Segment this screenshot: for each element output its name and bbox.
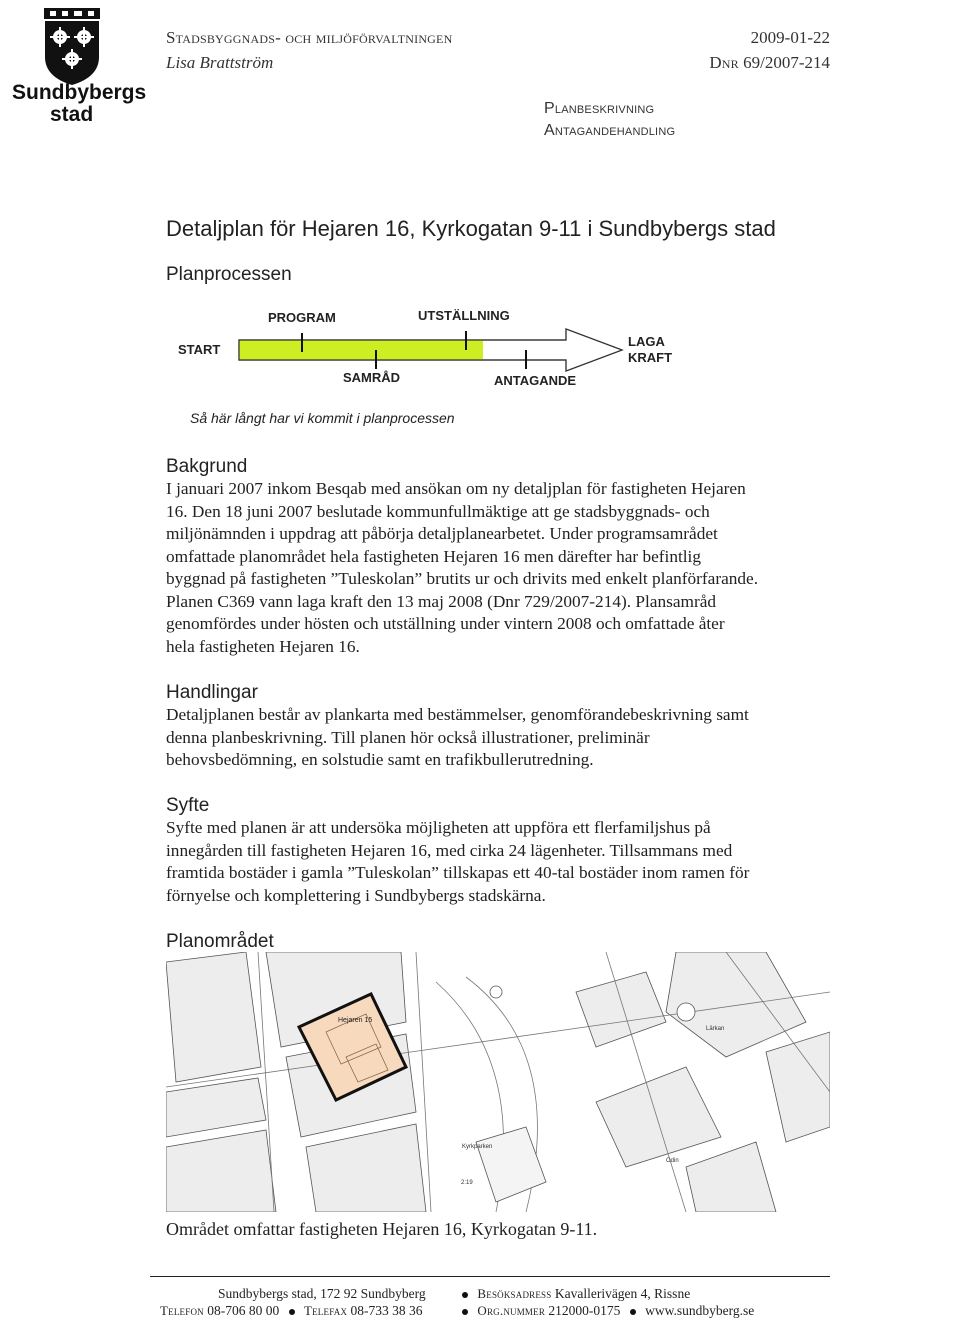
- process-heading: Planprocessen: [166, 264, 292, 285]
- footer-org: [456, 1303, 754, 1319]
- department-name: Stadsbyggnads- och miljöförvaltningen: [166, 28, 453, 47]
- visit-label: Besöksadress: [477, 1286, 552, 1301]
- syfte-line: förnyelse och komplettering i Sundbybergs stadskärna.: [166, 885, 546, 905]
- heading-handlingar: Handlingar: [166, 682, 258, 703]
- logo-text-line2: stad: [50, 103, 94, 126]
- document-date: 2009-01-22: [750, 28, 830, 47]
- map-label-park: Kyrkparken: [462, 1144, 493, 1150]
- process-label-antagande: ANTAGANDE: [494, 373, 577, 388]
- bakgrund-line: I januari 2007 inkom Besqab med ansökan om ny detaljplan för fastigheten Hejaren: [166, 479, 746, 498]
- doc-type-line2: Antagandehandling: [544, 122, 676, 139]
- bakgrund-line: genomfördes under hösten och utställning under vintern 2008 och omfattade åter: [166, 614, 725, 633]
- process-caption: Så här långt har vi kommit i planprocessen: [190, 410, 455, 426]
- process-label-utstallning: UTSTÄLLNING: [418, 308, 510, 323]
- bullet-icon: [289, 1309, 295, 1315]
- org-value: 212000-0175: [548, 1303, 621, 1318]
- laga-line2: KRAFT: [628, 350, 673, 365]
- bakgrund-line: miljönämnden i uppdrag att påbörja detaljplanearbetet. Under programsamrådet: [166, 524, 718, 543]
- footer-visit-address: [456, 1286, 690, 1302]
- dnr-label: Dnr: [709, 53, 739, 72]
- process-label-program: PROGRAM: [268, 310, 336, 325]
- bakgrund-line: hela fastigheten Hejaren 16.: [166, 636, 360, 656]
- syfte-line: framtida bostäder i gamla ”Tuleskolan” tillskapas ett 40-tal bostäder inom ramen för: [166, 863, 750, 882]
- visit-value: Kavallerivägen 4, Rissne: [554, 1286, 691, 1301]
- heading-syfte: Syfte: [166, 795, 210, 816]
- fax-value: 08-733 38 36: [350, 1303, 423, 1318]
- syfte-line: Syfte med planen är att undersöka möjligheten att uppföra ett flerfamiljshus på: [166, 818, 711, 837]
- heading-planomradet: Planområdet: [166, 931, 274, 952]
- tel-value: 08-706 80 00: [207, 1303, 280, 1318]
- footer-contact: [160, 1303, 423, 1319]
- map-label-odin: Odin: [666, 1158, 679, 1164]
- heading-bakgrund: Bakgrund: [166, 456, 248, 477]
- handlingar-line: Detaljplanen består av plankarta med bestämmelser, genomförandebeskrivning samt: [166, 705, 749, 724]
- process-progress-fill: [239, 340, 483, 360]
- laga-line1: LAGA: [628, 334, 665, 349]
- author-name: Lisa Brattström: [166, 53, 274, 72]
- process-arrow: [236, 325, 626, 385]
- map-label-larkan: Lärkan: [706, 1026, 725, 1032]
- tel-label: Telefon: [160, 1303, 204, 1318]
- map-label-number: 2:19: [461, 1180, 473, 1186]
- map-label-property: Hejaren 15: [338, 1017, 373, 1024]
- bullet-icon: [462, 1292, 468, 1298]
- map-caption: Området omfattar fastigheten Hejaren 16, Kyrkogatan 9-11.: [166, 1219, 598, 1239]
- footer-address: Sundbybergs stad, 172 92 Sundbyberg: [218, 1286, 426, 1301]
- handlingar-text: [166, 704, 846, 772]
- handlingar-line: denna planbeskrivning. Till planen hör också illustrationer, preliminär: [166, 727, 650, 747]
- syfte-text: [166, 817, 846, 907]
- process-label-start: START: [178, 342, 221, 357]
- fax-label: Telefax: [303, 1303, 348, 1318]
- logo-text: [12, 82, 146, 126]
- bakgrund-line: 16. Den 18 juni 2007 beslutade kommunfullmäktige att ge stadsbyggnads- och: [166, 501, 710, 521]
- handlingar-line: behovsbedömning, en solstudie samt en trafikbullerutredning.: [166, 750, 594, 769]
- bakgrund-line: Planen C369 vann laga kraft den 13 maj 2008 (Dnr 729/2007-214). Plansamråd: [166, 591, 717, 611]
- bakgrund-line: omfattade planområdet hela fastigheten Hejaren 16 men därefter har befintlig: [166, 546, 702, 566]
- bakgrund-text: [166, 478, 846, 658]
- dnr-value: 69/2007-214: [743, 53, 830, 72]
- process-label-laga-kraft: [628, 334, 672, 366]
- website-link[interactable]: www.sundbyberg.se: [645, 1303, 755, 1318]
- bakgrund-line: byggnad på fastigheten ”Tuleskolan” brutits ur och drivits med enkelt planförfarande.: [166, 569, 759, 588]
- footer-divider: [150, 1276, 830, 1277]
- property-map: [166, 952, 830, 1212]
- syfte-line: innegården till fastigheten Hejaren 16, med cirka 24 lägenheter. Tillsammans med: [166, 840, 733, 860]
- process-label-samrad: SAMRÅD: [343, 370, 401, 385]
- bullet-icon: [462, 1309, 468, 1315]
- org-label: Org.nummer: [477, 1303, 546, 1318]
- bullet-icon: [630, 1309, 636, 1315]
- plan-area-map: [166, 952, 830, 1212]
- diary-number: [709, 53, 830, 73]
- logo-text-line1: Sundbybergs: [12, 81, 147, 104]
- document-title: Detaljplan för Hejaren 16, Kyrkogatan 9-11 i Sundbybergs stad: [166, 216, 776, 241]
- doc-type-line1: Planbeskrivning: [544, 100, 655, 117]
